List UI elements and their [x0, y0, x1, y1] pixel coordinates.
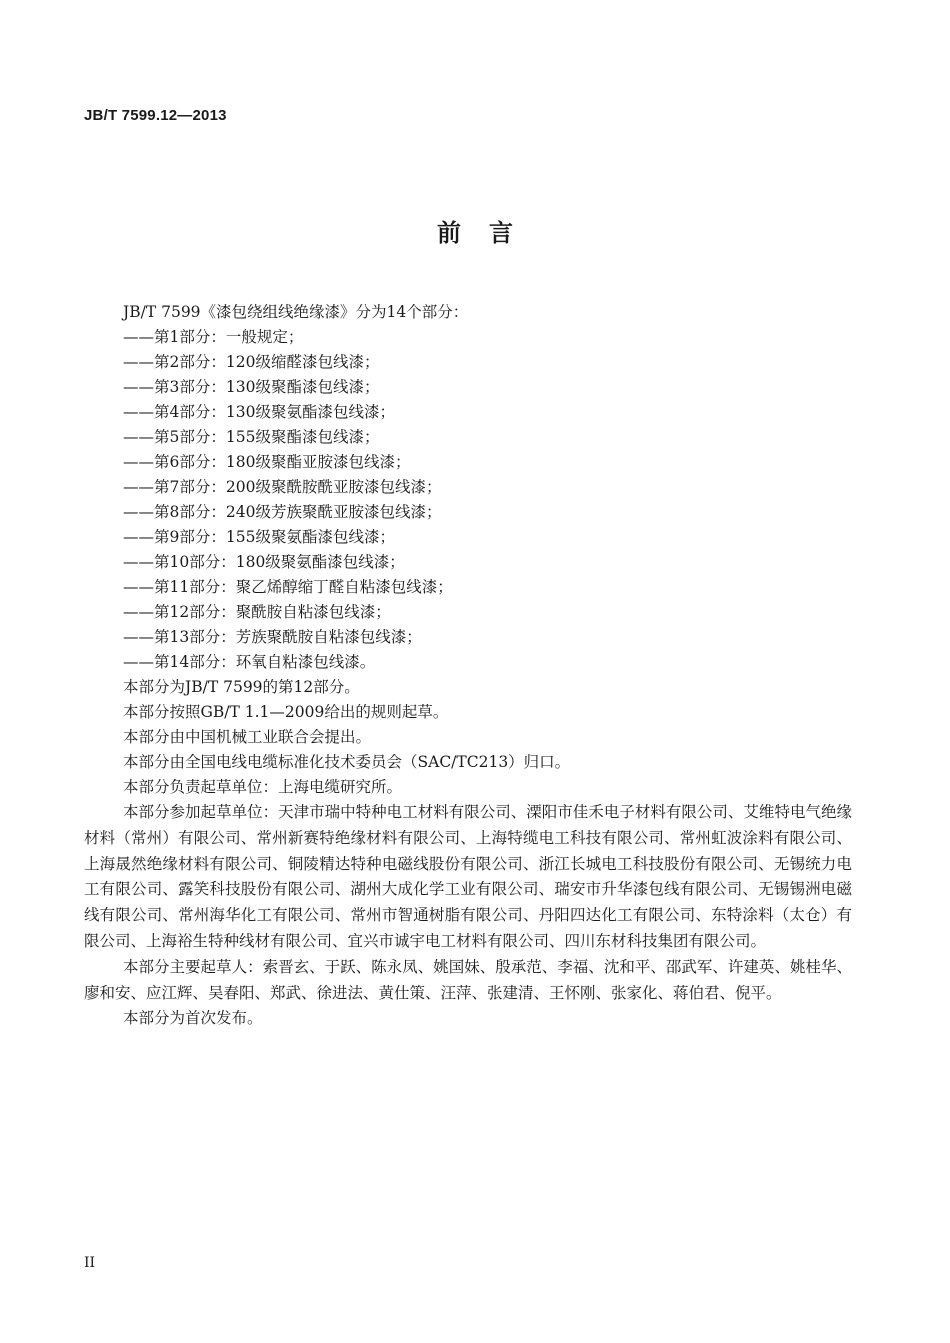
- page-number: II: [84, 1255, 96, 1271]
- list-item: ——第1部分：一般规定；: [123, 328, 304, 346]
- page-title: 前言: [437, 219, 541, 247]
- list-item: ——第10部分：180级聚氨酯漆包线漆；: [123, 553, 405, 571]
- list-item: ——第8部分：240级芳族聚酰亚胺漆包线漆；: [123, 503, 442, 521]
- drafters-paragraph: 本部分主要起草人：索晋玄、于跃、陈永凤、姚国妹、殷承范、李福、沈和平、邵武军、许建英、姚桂华、廖和安、应江辉、吴春阳、郑武、徐进法、黄仕策、汪萍、张建清、王怀刚、张家化、蒋伯君、倪平。: [84, 957, 852, 1002]
- list-item: ——第3部分：130级聚酯漆包线漆；: [123, 378, 380, 396]
- foreword-body: [84, 300, 852, 1032]
- list-item: ——第6部分：180级聚酯亚胺漆包线漆；: [123, 453, 411, 471]
- statement-lead-drafter: 本部分负责起草单位：上海电缆研究所。: [123, 778, 403, 796]
- statement-committee: 本部分由全国电线电缆标准化技术委员会（SAC/TC213）归口。: [123, 753, 571, 771]
- statement-part-number: 本部分为JB/T 7599的第12部分。: [123, 678, 360, 696]
- document-code: JB/T 7599.12—2013: [84, 107, 227, 124]
- list-item: ——第4部分：130级聚氨酯漆包线漆；: [123, 403, 395, 421]
- statement-drafting-rules: 本部分按照GB/T 1.1—2009给出的规则起草。: [123, 703, 449, 721]
- participants-paragraph: 本部分参加起草单位：天津市瑞中特种电工材料有限公司、溧阳市佳禾电子材料有限公司、艾维特电气绝缘材料（常州）有限公司、常州新赛特绝缘材料有限公司、上海特缆电工科技有限公司、常州虹波涂料有限公司、上海晟然绝缘材料有限公司、铜陵精达特种电磁线股份有限公司、浙江长城电工科技股份有限公司、无锡统力电工有限公司、露笑科技股份有限公司、湖州大成化学工业有限公司、瑞安市升华漆包线有限公司、无锡锡洲电磁线有限公司、常州海华化工有限公司、常州市智通树脂有限公司、丹阳四达化工有限公司、东特涂料（太仓）有限公司、上海裕生特种线材有限公司、宜兴市诚宇电工材料有限公司、四川东材科技集团有限公司。: [84, 803, 852, 950]
- list-item: ——第11部分：聚乙烯醇缩丁醛自粘漆包线漆；: [123, 578, 453, 596]
- list-item: ——第13部分：芳族聚酰胺自粘漆包线漆；: [123, 628, 422, 646]
- statement-proposer: 本部分由中国机械工业联合会提出。: [123, 728, 372, 746]
- list-item: ——第7部分：200级聚酰胺酰亚胺漆包线漆；: [123, 478, 442, 496]
- list-item: ——第9部分：155级聚氨酯漆包线漆；: [123, 528, 395, 546]
- list-item: ——第14部分：环氧自粘漆包线漆。: [123, 653, 376, 671]
- list-item: ——第5部分：155级聚酯漆包线漆；: [123, 428, 380, 446]
- release-paragraph: 本部分为首次发布。: [123, 1009, 263, 1028]
- intro-line: JB/T 7599《漆包绕组线绝缘漆》分为14个部分：: [123, 303, 469, 321]
- list-item: ——第12部分：聚酰胺自粘漆包线漆；: [123, 603, 391, 621]
- parts-list: [84, 325, 852, 675]
- list-item: ——第2部分：120级缩醛漆包线漆；: [123, 353, 380, 371]
